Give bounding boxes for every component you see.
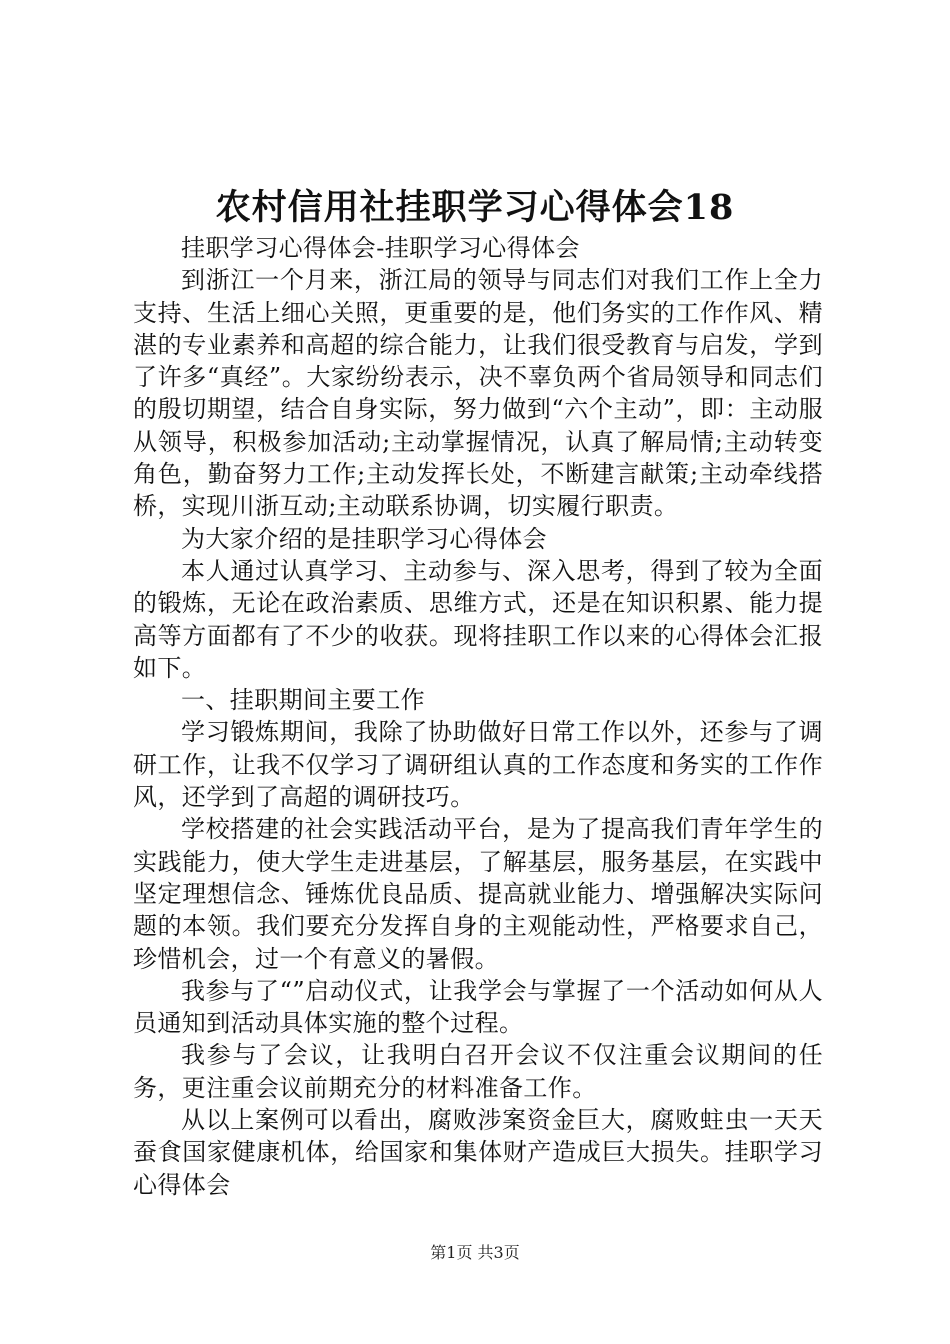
paragraph: 学习锻炼期间，我除了协助做好日常工作以外，还参与了调研工作，让我不仅学习了调研组认真的工作态度和务实的工作作风，还学到了高超的调研技巧。 <box>133 718 823 812</box>
paragraph: 我参与了“”启动仪式，让我学会与掌握了一个活动如何从人员通知到活动具体实施的整个过程。 <box>133 976 823 1038</box>
page-footer: 第1页 共3页 <box>430 1243 520 1262</box>
section-heading: 一、挂职期间主要工作 <box>181 686 425 715</box>
paragraph: 挂职学习心得体会-挂职学习心得体会 <box>181 234 580 262</box>
paragraph: 从以上案例可以看出，腐败涉案资金巨大，腐败蛀虫一天天蚕食国家健康机体，给国家和集体财产造成巨大损失。挂职学习心得体会 <box>133 1106 823 1199</box>
document-body <box>133 232 823 1201</box>
paragraph: 本人通过认真学习、主动参与、深入思考，得到了较为全面的锻炼，无论在政治素质、思维方式，还是在知识积累、能力提高等方面都有了不少的收获。现将挂职工作以来的心得体会汇报如下。 <box>133 556 823 682</box>
paragraph: 为大家介绍的是挂职学习心得体会 <box>181 524 547 553</box>
document-title: 农村信用社挂职学习心得体会18 <box>215 187 735 228</box>
paragraph: 学校搭建的社会实践活动平台，是为了提高我们青年学生的实践能力，使大学生走进基层，了解基层，服务基层，在实践中坚定理想信念、锤炼优良品质、提高就业能力、增强解决实际问题的本领。我们要充分发挥自身的主观能动性，严格要求自己，珍惜机会，过一个有意义的暑假。 <box>133 815 823 973</box>
paragraph: 我参与了会议，让我明白召开会议不仅注重会议期间的任务，更注重会议前期充分的材料准备工作。 <box>133 1041 823 1102</box>
paragraph: 到浙江一个月来，浙江局的领导与同志们对我们工作上全力支持、生活上细心关照，更重要的是，他们务实的工作作风、精湛的专业素养和高超的综合能力，让我们很受教育与启发，学到了许多“真经”。大家纷纷表示，决不辜负两个省局领导和同志们的殷切期望，结合自身实际，努力做到“六个主动”，即：主动服从领导，积极参加活动;主动掌握情况，认真了解局情;主动转变角色，勤奋努力工作;主动发挥长处，不断建言献策;主动牵线搭桥，实现川浙互动;主动联系协调，切实履行职责。 <box>133 266 823 521</box>
